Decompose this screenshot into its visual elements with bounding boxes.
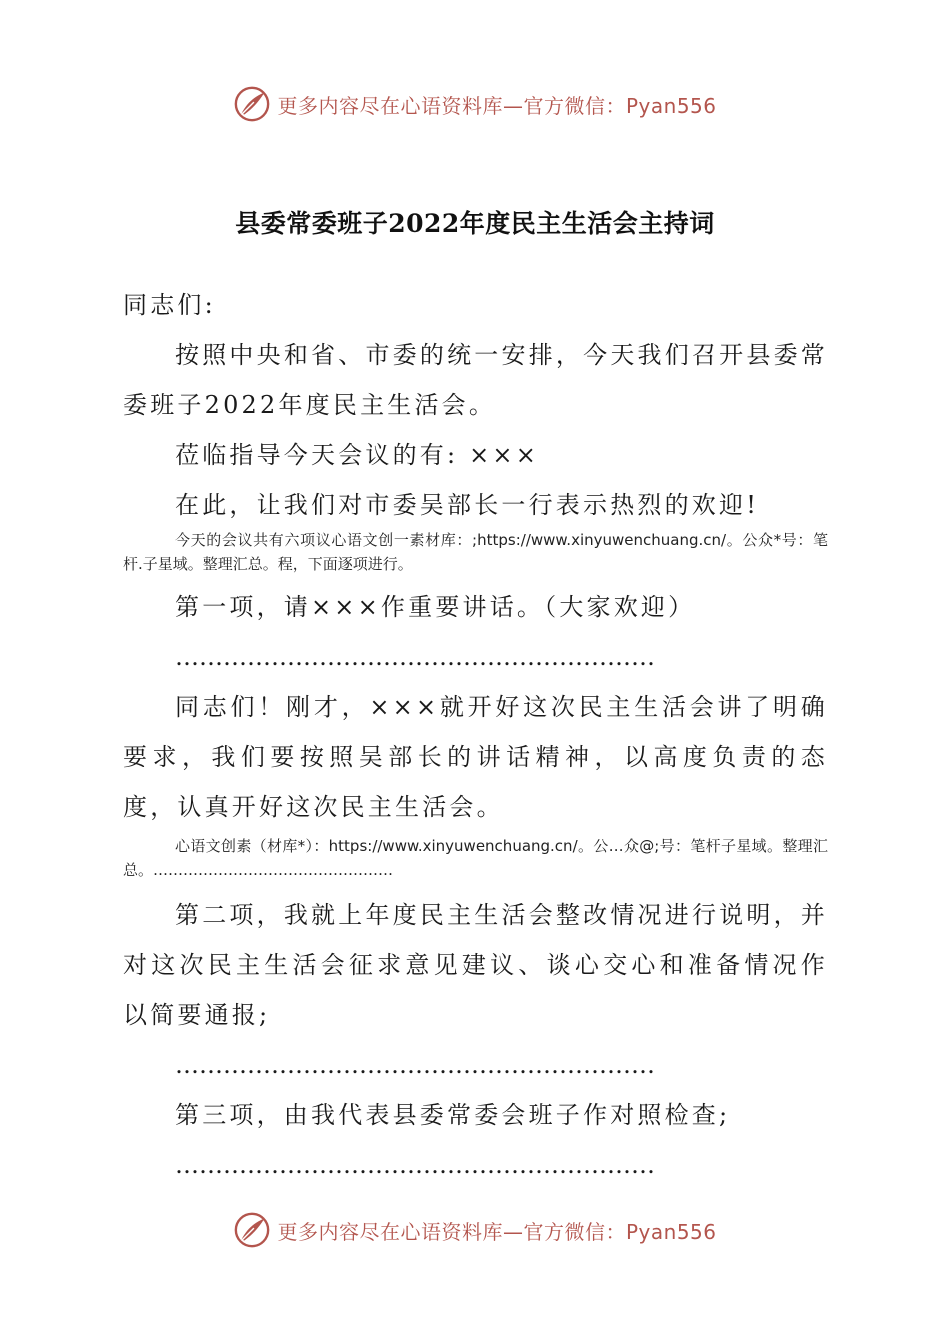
paragraph-requirements: 同志们！刚才，×××就开好这次民主生活会讲了明确要求，我们要按照吴部长的讲话精神，以高度负责的态度，认真开好这次民主生活会。 — [123, 693, 828, 821]
header-banner-text: 更多内容尽在心语资料库—官方微信：Pyan556 — [277, 93, 717, 118]
paragraph-item-1: 第一项，请×××作重要讲话。（大家欢迎） — [175, 593, 696, 621]
footer-banner — [0, 1208, 950, 1252]
paragraph-opening: 按照中央和省、市委的统一安排，今天我们召开县委常委班子2022年度民主生活会。 — [123, 341, 828, 419]
ellipsis-divider-1: …………………………………………………… — [175, 643, 655, 671]
ellipsis-divider-2: …………………………………………………… — [175, 1051, 655, 1079]
quill-logo-icon — [233, 85, 271, 123]
paragraph-guests: 莅临指导今天会议的有: ××× — [175, 441, 540, 469]
paragraph-item-3: 第三项，由我代表县委常委会班子作对照检查; — [175, 1101, 731, 1129]
document-body — [123, 280, 828, 1190]
watermark-note-2: 心语文创素（材库*）：https://www.xinyuwenchuang.cn/。公…众@;号：笔杆子星域。整理汇总。………………………………………… — [123, 837, 828, 879]
paragraph-item-2: 第二项，我就上年度民主生活会整改情况进行说明，并对这次民主生活会征求意见建议、谈心交心和准备情况作以简要通报; — [123, 901, 828, 1029]
document-title: 县委常委班子2022年度民主生活会主持词 — [235, 209, 715, 238]
watermark-note-1: 今天的会议共有六项议心语文创一素材库：;https://www.xinyuwenchuang.cn/。公众*号：笔杆.子星域。整理汇总。程，下面逐项进行。 — [123, 531, 828, 573]
quill-logo-icon — [233, 1211, 271, 1249]
footer-banner-text: 更多内容尽在心语资料库—官方微信：Pyan556 — [277, 1219, 717, 1244]
salutation: 同志们: — [123, 291, 216, 319]
header-banner — [0, 82, 950, 126]
paragraph-welcome: 在此，让我们对市委吴部长一行表示热烈的欢迎! — [175, 491, 760, 519]
ellipsis-divider-3: …………………………………………………… — [175, 1151, 655, 1179]
